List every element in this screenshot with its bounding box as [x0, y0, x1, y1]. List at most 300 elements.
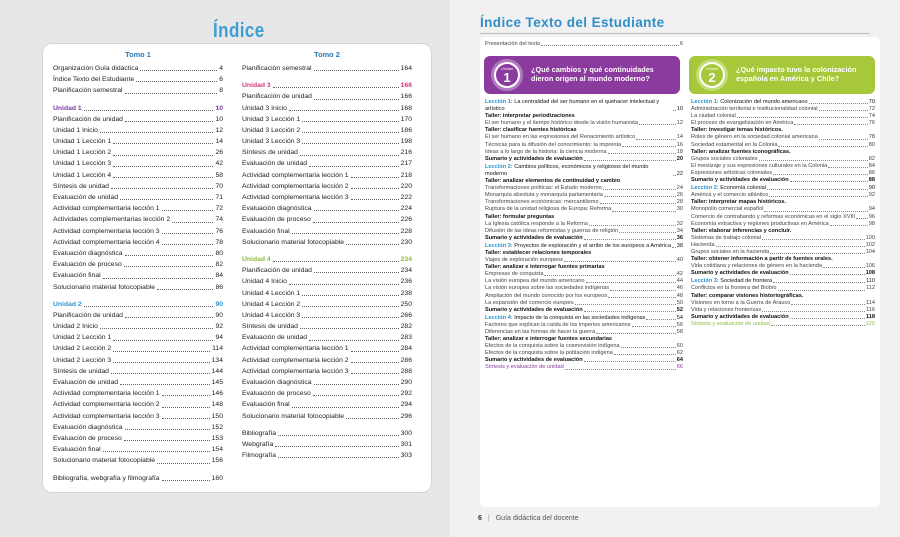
- unit-2-badge-number: 2: [708, 69, 716, 85]
- toc-column-tomo-2: [242, 50, 412, 461]
- toc-row[interactable]: [53, 455, 223, 466]
- content-row[interactable]: [485, 293, 683, 300]
- toc-row[interactable]: [53, 270, 223, 281]
- leader-dots: [716, 246, 865, 247]
- toc-row[interactable]: [242, 63, 412, 74]
- content-row[interactable]: [691, 120, 875, 127]
- toc-row-page: 224: [400, 205, 412, 213]
- presentation-label: Presentación del texto: [485, 41, 541, 47]
- leader-dots: [770, 253, 865, 254]
- toc-row-page: 226: [400, 216, 412, 224]
- toc-row[interactable]: [53, 74, 223, 85]
- toc-row[interactable]: [242, 450, 412, 461]
- row-page: 88: [868, 177, 875, 184]
- tomo-1-list: [53, 63, 223, 484]
- row-label: Sistemas de trabajo colonial: [691, 234, 761, 241]
- content-row[interactable]: [485, 199, 683, 206]
- leader-dots: [292, 407, 399, 408]
- toc-row-label: Unidad 3: [242, 82, 271, 90]
- toc-row-label: Evaluación de unidad: [242, 334, 307, 342]
- leader-dots: [636, 139, 676, 140]
- row-page: 48: [676, 292, 683, 299]
- lesson-key: Lección 3:: [485, 242, 513, 249]
- toc-row[interactable]: [242, 355, 412, 366]
- sumario-row[interactable]: [485, 156, 683, 163]
- content-row[interactable]: [691, 170, 875, 177]
- leader-dots: [762, 239, 865, 240]
- toc-row[interactable]: [53, 214, 223, 225]
- toc-row[interactable]: [53, 473, 223, 484]
- toc-row-label: Evaluación final: [242, 227, 290, 235]
- toc-row[interactable]: [53, 399, 223, 410]
- row-page: 18: [676, 148, 683, 155]
- content-row[interactable]: [691, 263, 875, 270]
- toc-row[interactable]: [242, 147, 412, 158]
- content-row[interactable]: [691, 249, 875, 256]
- row-label: La Iglesia católica responde a la Reforma: [485, 220, 588, 227]
- toc-row-page: 82: [215, 261, 223, 269]
- row-label: [485, 99, 672, 113]
- row-page: 56: [676, 321, 683, 328]
- unit-2-banner: [689, 56, 875, 94]
- unit-2-badge-word: Unidad: [706, 66, 718, 71]
- toc-row[interactable]: [53, 248, 223, 259]
- lesson-title: Economía colonial: [720, 185, 766, 192]
- toc-row[interactable]: [242, 332, 412, 343]
- toc-row[interactable]: [53, 181, 223, 192]
- toc-row[interactable]: [242, 80, 412, 91]
- taller-row[interactable]: [691, 127, 875, 134]
- taller-row[interactable]: [485, 127, 683, 134]
- toc-row[interactable]: [242, 91, 412, 102]
- row-label: Expresiones artísticas coloniales: [691, 169, 773, 176]
- lesson-row[interactable]: [691, 99, 875, 106]
- row-label: Comercio de contrabando y reformas económicas en el siglo XVIII: [691, 213, 856, 220]
- row-page: 92: [868, 192, 875, 199]
- row-page: 96: [868, 213, 875, 220]
- leader-dots: [314, 210, 399, 211]
- leader-dots: [124, 266, 214, 267]
- toc-row[interactable]: [242, 136, 412, 147]
- toc-row-label: Evaluación de unidad: [53, 194, 118, 202]
- toc-row-label: Evaluación de unidad: [242, 160, 307, 168]
- lesson-key: Lección 1:: [485, 99, 513, 105]
- content-row[interactable]: [485, 343, 683, 350]
- toc-row[interactable]: [242, 439, 412, 450]
- toc-row-label: Síntesis de unidad: [242, 323, 298, 331]
- leader-dots: [314, 384, 399, 385]
- leader-dots: [351, 188, 399, 189]
- content-row[interactable]: [691, 142, 875, 149]
- leader-dots: [113, 362, 209, 363]
- toc-row[interactable]: [242, 276, 412, 287]
- leader-dots: [346, 244, 399, 245]
- content-row[interactable]: [485, 134, 683, 141]
- taller-row[interactable]: [485, 178, 683, 185]
- leader-dots: [302, 143, 398, 144]
- content-row[interactable]: [485, 271, 683, 278]
- content-row[interactable]: [691, 242, 875, 249]
- leader-dots: [767, 189, 868, 190]
- synthesis-row[interactable]: [485, 364, 683, 371]
- toc-row[interactable]: [53, 299, 223, 310]
- toc-row[interactable]: [242, 344, 412, 355]
- toc-row-label: Bibliografía, webgrafía y filmografía: [53, 474, 160, 482]
- content-row[interactable]: [691, 235, 875, 242]
- presentation-row[interactable]: [485, 41, 683, 48]
- leader-dots: [764, 211, 867, 212]
- leader-dots: [565, 369, 676, 370]
- toc-row[interactable]: [53, 282, 223, 293]
- row-page: 42: [676, 271, 683, 278]
- taller-row[interactable]: [485, 336, 683, 343]
- toc-row-page: 290: [400, 379, 412, 387]
- toc-row-page: 10: [215, 115, 223, 123]
- leader-dots: [771, 325, 865, 326]
- content-row[interactable]: [691, 134, 875, 141]
- toc-row-page: 160: [211, 474, 223, 482]
- tomo-1-heading: Tomo 1: [125, 50, 151, 59]
- toc-row[interactable]: [53, 422, 223, 433]
- leader-dots: [351, 199, 399, 200]
- toc-row[interactable]: [242, 103, 412, 114]
- toc-row-label: Actividad complementaria lección 3: [53, 412, 160, 420]
- toc-row[interactable]: [242, 192, 412, 203]
- row-label: Taller: analizar e interrogar fuentes secundarias: [485, 336, 613, 343]
- row-label: La expansión del comercio europeo: [485, 299, 574, 306]
- row-label: Sociedad estamental en la Colonia: [691, 141, 778, 148]
- lesson-row[interactable]: [485, 164, 683, 178]
- toc-row[interactable]: [53, 203, 223, 214]
- row-page: 72: [868, 106, 875, 113]
- toc-row[interactable]: [242, 299, 412, 310]
- taller-row[interactable]: [485, 214, 683, 221]
- content-row[interactable]: [691, 300, 875, 307]
- row-label: La ciudad colonial: [691, 113, 736, 120]
- row-page: 40: [676, 257, 683, 264]
- row-label: Visiones en torno a la Guerra de Arauco: [691, 299, 791, 306]
- sumario-row[interactable]: [485, 307, 683, 314]
- content-row[interactable]: [691, 163, 875, 170]
- lesson-key: Lección 1:: [691, 99, 719, 105]
- row-label: Taller: interpretar periodizaciones: [485, 113, 575, 120]
- row-label: Monopolio comercial español: [691, 206, 764, 213]
- taller-row[interactable]: [485, 250, 683, 257]
- toc-row[interactable]: [242, 203, 412, 214]
- content-row[interactable]: [691, 307, 875, 314]
- toc-row-page: 166: [400, 82, 412, 90]
- row-page: 102: [865, 241, 875, 248]
- leader-dots: [157, 289, 213, 290]
- toc-row-page: 90: [215, 311, 223, 319]
- row-label: Factores que explican la caída de los imperios americanos: [485, 321, 631, 328]
- leader-dots: [162, 480, 210, 481]
- taller-row[interactable]: [485, 264, 683, 271]
- toc-row-page: 26: [215, 149, 223, 157]
- toc-row[interactable]: [242, 366, 412, 377]
- toc-row[interactable]: [242, 265, 412, 276]
- toc-row[interactable]: [53, 159, 223, 170]
- toc-row[interactable]: [53, 192, 223, 203]
- leader-dots: [125, 255, 214, 256]
- taller-row[interactable]: [485, 113, 683, 120]
- toc-row-label: Evaluación diagnóstica: [53, 249, 123, 257]
- content-row[interactable]: [691, 192, 875, 199]
- toc-row-page: 94: [215, 334, 223, 342]
- toc-row-page: 301: [400, 440, 412, 448]
- content-row[interactable]: [485, 149, 683, 156]
- toc-row[interactable]: [242, 321, 412, 332]
- content-row[interactable]: [485, 206, 683, 213]
- toc-row-page: 71: [215, 194, 223, 202]
- toc-row[interactable]: [53, 103, 223, 114]
- toc-row-page: 286: [400, 356, 412, 364]
- unit-1-banner: [484, 56, 680, 94]
- leader-dots: [84, 110, 214, 111]
- lesson-row[interactable]: [691, 185, 875, 192]
- content-row[interactable]: [485, 221, 683, 228]
- toc-row[interactable]: [53, 63, 223, 74]
- row-page: 106: [865, 263, 875, 270]
- leader-dots: [302, 295, 398, 296]
- lesson-title: La centralidad del ser humano en el quehacer intelectual y artístico: [485, 99, 660, 113]
- leader-dots: [111, 188, 214, 189]
- leader-dots: [113, 351, 210, 352]
- toc-row[interactable]: [53, 388, 223, 399]
- leader-dots: [586, 282, 676, 283]
- content-row[interactable]: [485, 350, 683, 357]
- row-page: 54: [676, 314, 683, 321]
- toc-row[interactable]: [242, 170, 412, 181]
- content-row[interactable]: [485, 228, 683, 235]
- row-label: Sumario y actividades de evaluación: [485, 357, 583, 364]
- toc-row-page: 250: [400, 300, 412, 308]
- toc-row[interactable]: [53, 332, 223, 343]
- content-row[interactable]: [485, 322, 683, 329]
- taller-row[interactable]: [691, 256, 875, 263]
- unit-2-badge: [696, 59, 728, 91]
- lesson-key: Lección 2:: [691, 185, 719, 192]
- leader-dots: [632, 326, 676, 327]
- row-page: 94: [868, 206, 875, 213]
- toc-row-label: Unidad 2 Lección 2: [53, 345, 112, 353]
- toc-row-page: 288: [400, 367, 412, 375]
- toc-row-page: 14: [215, 138, 223, 146]
- content-row[interactable]: [691, 214, 875, 221]
- taller-row[interactable]: [691, 293, 875, 300]
- toc-row[interactable]: [242, 254, 412, 265]
- leader-dots: [273, 87, 399, 88]
- toc-row-label: Evaluación de proceso: [242, 216, 311, 224]
- presentation-page: 6: [679, 41, 683, 47]
- toc-row[interactable]: [53, 344, 223, 355]
- toc-row[interactable]: [53, 444, 223, 455]
- content-row[interactable]: [691, 113, 875, 120]
- row-label: Sumario y actividades de evaluación: [691, 270, 789, 277]
- toc-row[interactable]: [53, 170, 223, 181]
- toc-row[interactable]: [242, 288, 412, 299]
- toc-row[interactable]: [53, 136, 223, 147]
- content-row[interactable]: [691, 106, 875, 113]
- leader-dots: [103, 278, 214, 279]
- toc-row-page: 92: [215, 323, 223, 331]
- row-page: 98: [868, 220, 875, 227]
- row-label: [485, 164, 672, 178]
- toc-row-page: 86: [215, 283, 223, 291]
- unit-1-contents: [485, 98, 683, 372]
- lesson-row[interactable]: [485, 243, 683, 250]
- toc-row[interactable]: [53, 377, 223, 388]
- leader-dots: [275, 446, 398, 447]
- lesson-row[interactable]: [691, 278, 875, 285]
- sumario-row[interactable]: [691, 177, 875, 184]
- toc-row[interactable]: [53, 310, 223, 321]
- toc-row-label: Evaluación final: [53, 272, 101, 280]
- toc-row-label: Planificación de unidad: [242, 93, 312, 101]
- toc-row[interactable]: [242, 125, 412, 136]
- row-page: 36: [676, 234, 683, 241]
- right-page-content: [450, 0, 900, 537]
- toc-row-label: Unidad 4 Lección 2: [242, 300, 301, 308]
- toc-row[interactable]: [242, 428, 412, 439]
- toc-row[interactable]: [242, 181, 412, 192]
- content-row[interactable]: [485, 192, 683, 199]
- toc-row[interactable]: [242, 388, 412, 399]
- leader-dots: [313, 222, 399, 223]
- lesson-title: Colonización del mundo americano: [720, 99, 808, 105]
- taller-row[interactable]: [691, 228, 875, 235]
- toc-row-page: 84: [215, 272, 223, 280]
- row-page: 14: [676, 134, 683, 141]
- row-page: 74: [868, 113, 875, 120]
- toc-row-page: 217: [400, 160, 412, 168]
- content-row[interactable]: [485, 142, 683, 149]
- toc-row-page: 150: [211, 412, 223, 420]
- toc-row[interactable]: [53, 366, 223, 377]
- lesson-row[interactable]: [485, 99, 683, 113]
- toc-row[interactable]: [53, 114, 223, 125]
- toc-row[interactable]: [53, 226, 223, 237]
- content-row[interactable]: [485, 285, 683, 292]
- toc-row-page: 300: [400, 429, 412, 437]
- sumario-row[interactable]: [485, 235, 683, 242]
- toc-row[interactable]: [53, 237, 223, 248]
- toc-row[interactable]: [242, 377, 412, 388]
- toc-row[interactable]: [242, 310, 412, 321]
- row-page: 110: [866, 278, 875, 285]
- toc-row[interactable]: [53, 125, 223, 136]
- leader-dots: [589, 225, 676, 226]
- row-label: Taller: comparar visiones historiográficas.: [691, 292, 804, 299]
- row-label: Taller: elaborar inferencias y concluir.: [691, 227, 792, 234]
- row-label: Ideas a lo largo de la historia: la ciencia moderna: [485, 148, 607, 155]
- toc-row-page: 153: [211, 434, 223, 442]
- toc-row[interactable]: [53, 85, 223, 96]
- leader-dots: [790, 274, 865, 275]
- row-label: América y el comercio atlántico: [691, 192, 769, 199]
- leader-dots: [292, 233, 399, 234]
- toc-row-page: 4: [219, 64, 223, 72]
- content-row[interactable]: [485, 185, 683, 192]
- content-row[interactable]: [485, 120, 683, 127]
- toc-row-page: 78: [215, 238, 223, 246]
- content-row[interactable]: [485, 300, 683, 307]
- toc-row[interactable]: [53, 411, 223, 422]
- toc-row[interactable]: [53, 355, 223, 366]
- content-row[interactable]: [691, 221, 875, 228]
- toc-row[interactable]: [242, 214, 412, 225]
- leader-dots: [313, 395, 399, 396]
- toc-row[interactable]: [242, 399, 412, 410]
- toc-row-label: Unidad 4 Inicio: [242, 278, 287, 286]
- content-row[interactable]: [485, 329, 683, 336]
- toc-row-page: 8: [219, 87, 223, 95]
- leader-dots: [103, 451, 210, 452]
- toc-row-page: 90: [215, 300, 223, 308]
- leader-dots: [778, 146, 867, 147]
- lesson-row[interactable]: [485, 315, 683, 322]
- row-page: 34: [676, 227, 683, 234]
- sumario-row[interactable]: [485, 357, 683, 364]
- toc-row[interactable]: [242, 159, 412, 170]
- toc-row-label: Planificación de unidad: [242, 267, 312, 275]
- leader-dots: [621, 347, 676, 348]
- row-label: Sumario y actividades de evaluación: [691, 177, 789, 184]
- toc-row[interactable]: [53, 147, 223, 158]
- toc-row-page: 6: [219, 76, 223, 84]
- toc-row-label: Unidad 3 Lección 2: [242, 126, 301, 134]
- leader-dots: [84, 306, 214, 307]
- toc-row[interactable]: [53, 321, 223, 332]
- toc-row-page: 303: [400, 452, 412, 460]
- leader-dots: [120, 199, 213, 200]
- leader-dots: [584, 160, 676, 161]
- toc-card: [42, 43, 432, 493]
- leader-dots: [773, 174, 868, 175]
- toc-row-page: 58: [215, 171, 223, 179]
- toc-row-label: Actividad complementaria lección 3: [53, 227, 160, 235]
- row-label: Viajes de exploración europeos: [485, 257, 563, 264]
- row-label: Empresas de conquista: [485, 271, 544, 278]
- content-row[interactable]: [691, 156, 875, 163]
- toc-row-page: 284: [400, 345, 412, 353]
- content-row[interactable]: [691, 206, 875, 213]
- taller-row[interactable]: [691, 199, 875, 206]
- row-page: 90: [868, 185, 875, 192]
- leader-dots: [737, 117, 868, 118]
- toc-row[interactable]: [242, 114, 412, 125]
- sumario-row[interactable]: [691, 314, 875, 321]
- row-label: Taller: establecer relaciones temporales: [485, 249, 592, 256]
- synthesis-row[interactable]: [691, 321, 875, 328]
- toc-row[interactable]: [53, 259, 223, 270]
- content-row[interactable]: [485, 278, 683, 285]
- content-row[interactable]: [485, 257, 683, 264]
- taller-row[interactable]: [691, 149, 875, 156]
- right-page-title: Índice Texto del Estudiante: [480, 15, 665, 30]
- toc-row[interactable]: [242, 226, 412, 237]
- toc-row[interactable]: [242, 411, 412, 422]
- toc-row-label: Evaluación de unidad: [53, 379, 118, 387]
- row-page: 84: [868, 162, 875, 169]
- leader-dots: [351, 177, 399, 178]
- toc-row[interactable]: [242, 237, 412, 248]
- row-label: Taller: investigar temas históricos.: [691, 127, 783, 134]
- content-row[interactable]: [691, 285, 875, 292]
- toc-row-label: Actividad complementaria lección 3: [242, 367, 349, 375]
- toc-row[interactable]: [53, 433, 223, 444]
- sumario-row[interactable]: [691, 270, 875, 277]
